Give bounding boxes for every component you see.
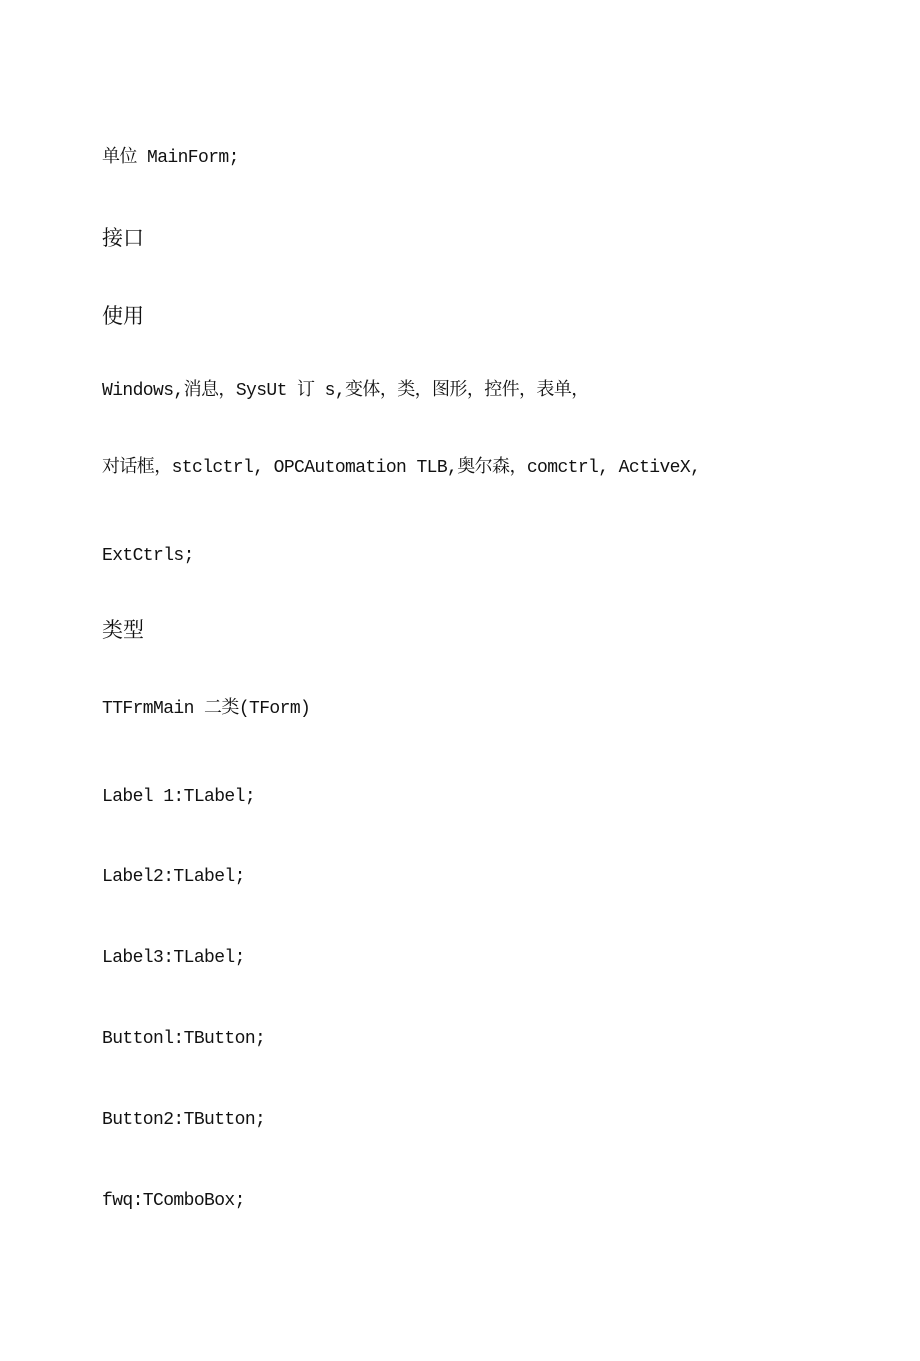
uses-list-line-3: ExtCtrls; [102, 546, 194, 566]
field-button1-line: Buttonl:TButton; [102, 1029, 266, 1049]
uses-keyword-line: 使用 [102, 304, 144, 328]
field-label2-line: Label2:TLabel; [102, 867, 245, 887]
field-label1-line: Label 1:TLabel; [102, 787, 256, 807]
type-keyword-line: 类型 [102, 618, 144, 642]
field-button2-line: Button2:TButton; [102, 1110, 266, 1130]
field-combobox-line: fwq:TComboBox; [102, 1191, 245, 1211]
field-label3-line: Label3:TLabel; [102, 948, 245, 968]
uses-list-line-1: Windows,消息，SysUt 订 s,变体，类，图形，控件，表单， [102, 381, 589, 401]
class-declaration-line: TTFrmMain 二类(TForm) [102, 699, 311, 719]
unit-declaration-line: 单位 MainForm; [102, 148, 239, 168]
interface-keyword-line: 接口 [102, 226, 144, 250]
uses-list-line-2: 对话框，stclctrl, OPCAutomation TLB,奥尔森，comctrl, ActiveX, [102, 458, 701, 478]
